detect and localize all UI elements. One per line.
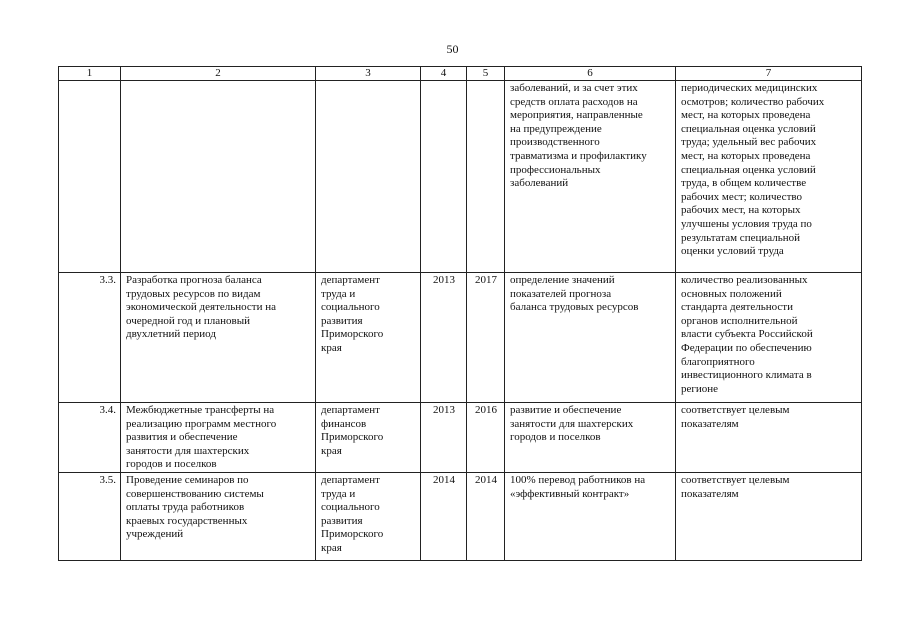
page-number: 50 (446, 42, 459, 56)
cell-end-year: 2014 (467, 473, 505, 561)
cell-end-year: 2016 (467, 403, 505, 473)
table-row (59, 403, 862, 473)
column-number-4: 4 (421, 67, 467, 81)
cell-start-year: 2013 (421, 273, 467, 403)
cell-activity-name: Разработка прогноза баланса трудовых ресурсов по видам экономической деятельности на очередной год и плановый двухлетний период (121, 273, 316, 403)
column-number-3: 3 (316, 67, 421, 81)
column-number-6: 6 (505, 67, 676, 81)
cell-indicator-link: количество реализованных основных положений стандарта деятельности органов исполнительной власти субъекта Российской Федерации по обеспечению благоприятного инвестиционного климата в регионе (676, 273, 862, 403)
cell-executor: департамент финансов Приморского края (316, 403, 421, 473)
table-row-continuation (59, 81, 862, 273)
cell-executor: департамент труда и социального развития Приморского края (316, 273, 421, 403)
cell-start-year: 2013 (421, 403, 467, 473)
column-number-7: 7 (676, 67, 862, 81)
column-number-row (59, 67, 862, 81)
cell-executor (316, 81, 421, 273)
table-row (59, 473, 862, 561)
cell-indicator-link: соответствует целевым показателям (676, 473, 862, 561)
cell-executor: департамент труда и социального развития Приморского края (316, 473, 421, 561)
cell-number (59, 81, 121, 273)
cell-number: 3.3. (59, 273, 121, 403)
program-activities-table (58, 66, 862, 561)
column-number-5: 5 (467, 67, 505, 81)
cell-expected-result: развитие и обеспечение занятости для шахтерских городов и поселков (505, 403, 676, 473)
cell-end-year: 2017 (467, 273, 505, 403)
cell-number: 3.4. (59, 403, 121, 473)
cell-indicator-link: соответствует целевым показателям (676, 403, 862, 473)
cell-activity-name (121, 81, 316, 273)
cell-indicator-link: периодических медицинских осмотров; количество рабочих мест, на которых проведена специальная оценка условий труда; удельный вес рабочих мест, на которых проведена специальная оценка условий труда, в общем количестве рабочих мест; количество рабочих мест, на которых улучшены условия труда по результатам специальной оценки условий труда (676, 81, 862, 273)
cell-expected-result: определение значений показателей прогноза баланса трудовых ресурсов (505, 273, 676, 403)
cell-activity-name: Межбюджетные трансферты на реализацию программ местного развития и обеспечение занятости для шахтерских городов и поселков (121, 403, 316, 473)
cell-expected-result: заболеваний, и за счет этих средств оплата расходов на мероприятия, направленные на предупреждение производственного травматизма и профилактику профессиональных заболеваний (505, 81, 676, 273)
table-row (59, 273, 862, 403)
column-number-1: 1 (59, 67, 121, 81)
cell-start-year (421, 81, 467, 273)
cell-expected-result: 100% перевод работников на «эффективный контракт» (505, 473, 676, 561)
cell-end-year (467, 81, 505, 273)
column-number-2: 2 (121, 67, 316, 81)
cell-activity-name: Проведение семинаров по совершенствованию системы оплаты труда работников краевых государственных учреждений (121, 473, 316, 561)
cell-start-year: 2014 (421, 473, 467, 561)
cell-number: 3.5. (59, 473, 121, 561)
